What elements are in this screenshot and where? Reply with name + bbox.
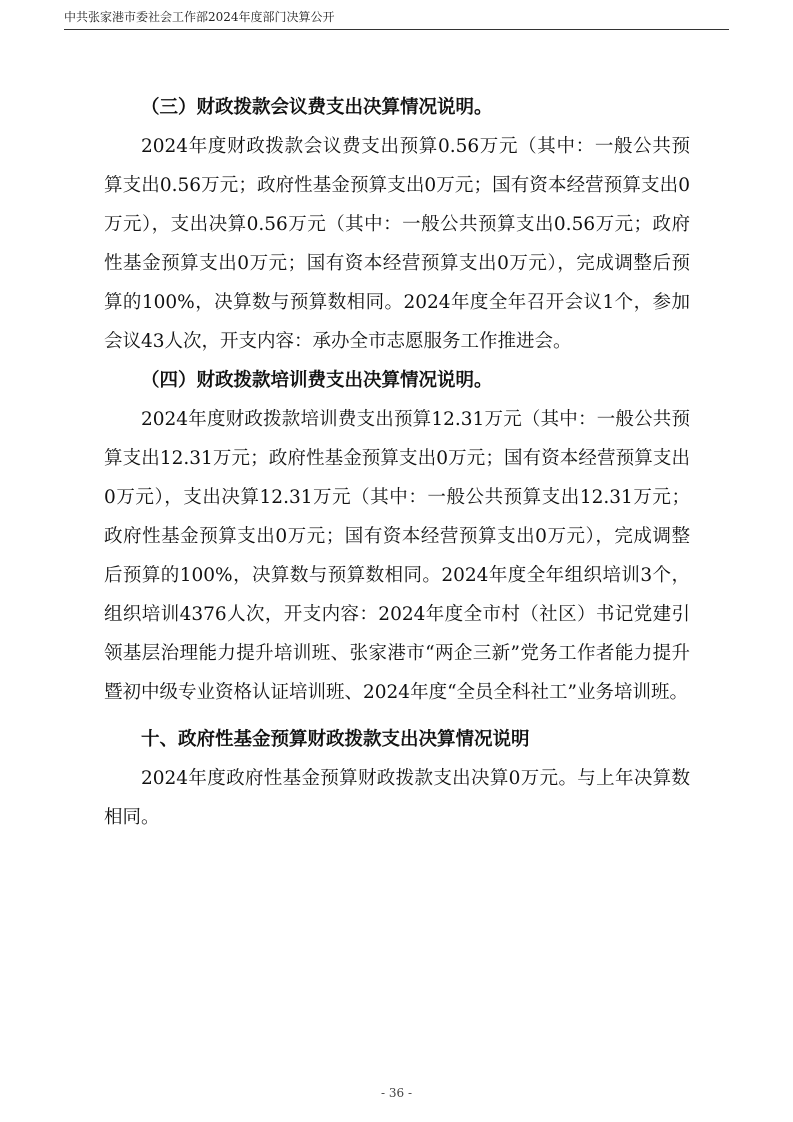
page-number: - 36 - <box>380 1086 412 1100</box>
section-paragraph-training-fees: 2024年度财政拨款培训费支出预算12.31万元（其中：一般公共预算支出12.31万元；政府性基金预算支出0万元；国有资本经营预算支出0万元），支出决算12.31万元（其中：一般公共预算支出12.31万元；政府性基金预算支出0万元；国有资本经营预算支出0万元），完成调整后预算的100%，决算数与预算数相同。2024年度全年组织培训3个，组织培训4376人次，开支内容：2024年度全市村（社区）书记党建引领基层治理能力提升培训班、张家港市“两企三新”党务工作者能力提升暨初中级专业资格认证培训班、2024年度“全员全科社工”业务培训班。 <box>104 409 690 703</box>
page-header: 中共张家港市委社会工作部2024年度部门决算公开 <box>64 10 335 24</box>
section-heading-government-fund: 十、政府性基金预算财政拨款支出决算情况说明 <box>141 729 530 750</box>
document-body <box>104 88 690 837</box>
section-paragraph-government-fund: 2024年度政府性基金预算财政拨款支出决算0万元。与上年决算数相同。 <box>104 768 690 828</box>
section-paragraph-meeting-fees: 2024年度财政拨款会议费支出预算0.56万元（其中：一般公共预算支出0.56万元；政府性基金预算支出0万元；国有资本经营预算支出0万元），支出决算0.56万元（其中：一般公共预算支出0.56万元；政府性基金预算支出0万元；国有资本经营预算支出0万元），完成调整后预算的100%，决算数与预算数相同。2024年度全年召开会议1个，参加会议43人次，开支内容：承办全市志愿服务工作推进会。 <box>104 136 690 352</box>
header-divider <box>64 29 729 30</box>
section-heading-meeting-fees: （三）财政拨款会议费支出决算情况说明。 <box>141 97 493 118</box>
section-heading-training-fees: （四）财政拨款培训费支出决算情况说明。 <box>141 370 493 391</box>
